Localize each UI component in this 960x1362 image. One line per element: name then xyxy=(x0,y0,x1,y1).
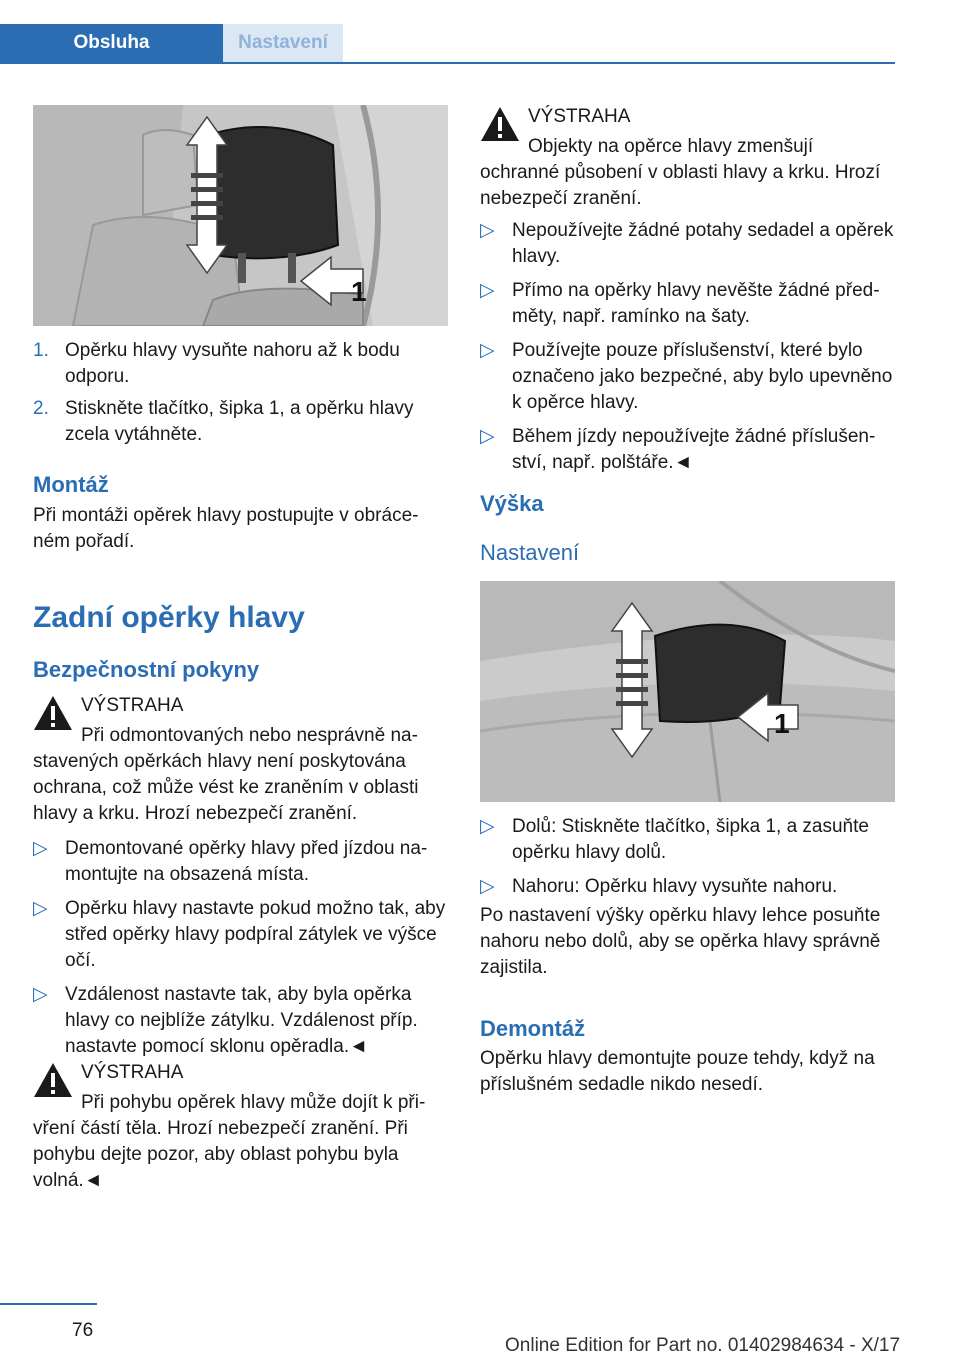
list-item xyxy=(480,814,895,866)
triangle-bullet-icon: ▷ xyxy=(480,280,495,301)
footer-rule xyxy=(0,1303,97,1305)
demontaz-text: Opěrku hlavy demontujte pouze tehdy, když na příslušném sedadle nikdo nesedí. xyxy=(480,1048,875,1095)
list-item xyxy=(480,338,895,416)
triangle-bullet-icon: ▷ xyxy=(480,426,495,447)
bullet-text: Demontované opěrky hlavy před jízdou namontujte na obsazená místa. xyxy=(65,838,428,885)
warning-title: VÝSTRAHA xyxy=(528,106,631,127)
triangle-bullet-icon: ▷ xyxy=(480,340,495,361)
edition-note: Online Edition for Part no. 01402984634 - X/17 xyxy=(505,1335,901,1356)
step-number: 2. xyxy=(33,398,49,419)
warning-text: Objekty na opěrce hlavy zmenšují ochranné působení v oblasti hlavy a krku. Hrozí nebezpečí zranění. xyxy=(480,136,881,209)
bullet-text: Přímo na opěrky hlavy nevěšte žádné předměty, např. ramínko na šaty. xyxy=(512,280,880,327)
adjust-bullets xyxy=(480,814,895,900)
page-number: 76 xyxy=(72,1320,94,1341)
triangle-bullet-icon: ▷ xyxy=(480,876,495,897)
triangle-bullet-icon: ▷ xyxy=(480,220,495,241)
list-item xyxy=(33,896,448,974)
bullet-text: Dolů: Stiskněte tlačítko, šipka 1, a zasuňte opěrku hlavy dolů. xyxy=(512,816,869,863)
bullet-text: Nahoru: Opěrku hlavy vysuňte nahoru. xyxy=(512,876,838,897)
triangle-bullet-icon: ▷ xyxy=(480,816,495,837)
headrest-removal-illustration xyxy=(33,105,448,326)
bullet-text: Používejte pouze příslušenství, které bylo označeno jako bezpečné, aby bylo upevněno k opěrce hlavy. xyxy=(512,340,893,413)
bullet-text: Vzdálenost nastavte tak, aby byla opěrka hlavy co nejblíže zátylku. Vzdálenost příp. nastavte pomocí sklonu opěradla.◄ xyxy=(65,984,418,1057)
list-item xyxy=(480,218,895,270)
header-tabbar xyxy=(0,24,895,64)
warning-text: Při pohybu opěrek hlavy může dojít k přivření částí těla. Hrozí nebezpečí zranění. Při pohybu dejte pozor, aby oblast pohybu byla volná.◄ xyxy=(33,1092,426,1191)
heading-demontaz: Demontáž xyxy=(480,1016,586,1041)
section-title: Zadní opěrky hlavy xyxy=(33,601,305,634)
warning-title: VÝSTRAHA xyxy=(81,695,184,716)
step-text: Opěrku hlavy vysuňte nahoru až k bodu odporu. xyxy=(65,340,400,387)
bullet-text: Během jízdy nepoužívejte žádné příslušenství, např. polštáře.◄ xyxy=(512,426,876,473)
list-item xyxy=(33,396,448,448)
triangle-bullet-icon: ▷ xyxy=(33,838,48,859)
heading-vyska: Výška xyxy=(480,491,544,516)
list-item xyxy=(480,424,895,476)
list-item xyxy=(33,982,448,1060)
tab-obsluha[interactable]: Obsluha xyxy=(0,24,223,62)
heading-nastaveni: Nastavení xyxy=(480,540,580,565)
list-item xyxy=(480,874,895,900)
heading-safety: Bezpečnostní pokyny xyxy=(33,657,260,682)
montaz-text: Při montáži opěrek hlavy postupujte v obráceném pořadí. xyxy=(33,505,419,552)
list-item xyxy=(480,278,895,330)
triangle-bullet-icon: ▷ xyxy=(33,898,48,919)
figure-label-1: 1 xyxy=(351,276,367,307)
triangle-bullet-icon: ▷ xyxy=(33,984,48,1005)
figure-label-1: 1 xyxy=(774,708,790,739)
warning-title: VÝSTRAHA xyxy=(81,1062,184,1083)
bullet-text: Opěrku hlavy nastavte pokud možno tak, aby střed opěrky hlavy podpíral zátylek ve výšce očí. xyxy=(65,898,446,971)
headrest-height-illustration xyxy=(480,581,895,802)
warning-text: Při odmontovaných nebo nesprávně nastavených opěrkách hlavy není poskytována ochrana, což může vést ke zraněním v oblasti hlavy a krku. Hrozí nebezpečí zranění. xyxy=(33,725,419,824)
step-number: 1. xyxy=(33,340,49,361)
safety-bullets xyxy=(33,836,448,1060)
tab-nastaveni[interactable]: Nastavení xyxy=(223,24,343,62)
bullet-text: Nepoužívejte žádné potahy sedadel a opěrek hlavy. xyxy=(512,220,894,267)
list-item xyxy=(33,836,448,888)
list-item xyxy=(33,338,448,390)
removal-steps xyxy=(33,338,448,448)
adjust-text: Po nastavení výšky opěrku hlavy lehce posuňte nahoru nebo dolů, aby se opěrka hlavy správně zajistila. xyxy=(480,905,881,978)
accessory-bullets xyxy=(480,218,895,476)
step-text: Stiskněte tlačítko, šipka 1, a opěrku hlavy zcela vytáhněte. xyxy=(65,398,414,445)
heading-montaz: Montáž xyxy=(33,472,109,497)
